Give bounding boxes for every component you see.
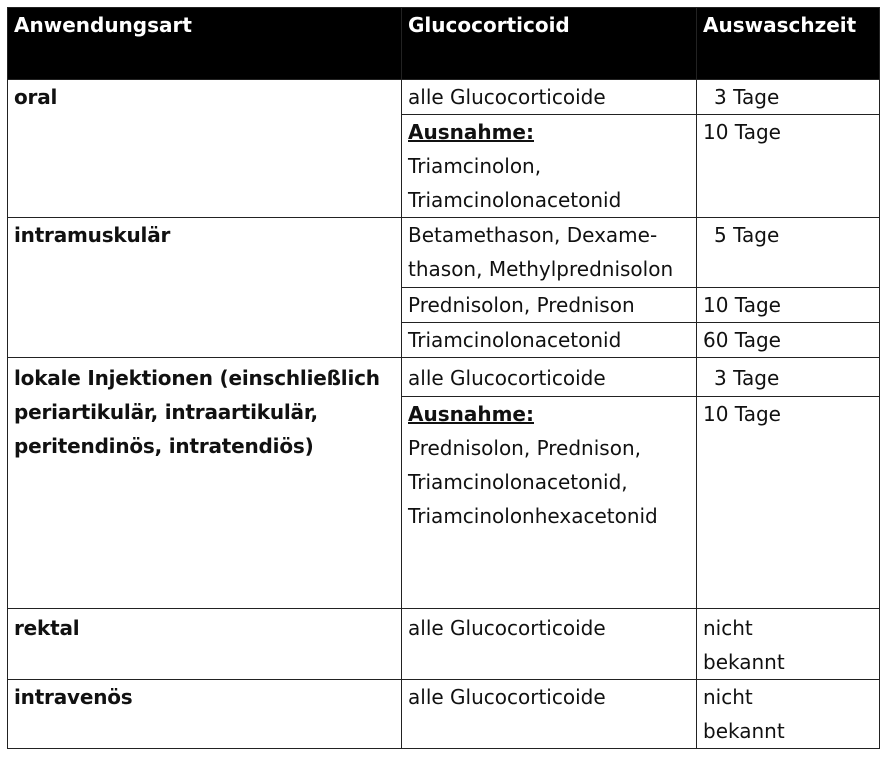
mode-local-injections	[8, 358, 402, 609]
drug-cell: alle Glucocorticoide	[402, 680, 697, 749]
drug-line: Triamcinolonhexacetonid	[408, 504, 658, 528]
washout-cell: 60 Tage	[697, 323, 880, 358]
mode-oral: oral	[8, 80, 402, 218]
washout-cell	[697, 680, 880, 749]
drug-cell: alle Glucocorticoide	[402, 80, 697, 115]
header-glucocorticoid: Glucocorticoid	[402, 8, 697, 80]
table-row	[8, 609, 880, 680]
drug-line: Triamcinolonacetonid	[408, 188, 622, 212]
drug-cell: alle Glucocorticoide	[402, 358, 697, 397]
table-row	[8, 358, 880, 397]
drug-cell	[402, 218, 697, 288]
drug-cell: Prednisolon, Prednison	[402, 288, 697, 323]
mode-line: lokale Injektionen (einschließlich	[14, 366, 380, 390]
mode-line: peritendinös, intratendiös)	[14, 434, 314, 458]
drug-line: Betamethason, Dexame-	[408, 223, 658, 247]
drug-cell: alle Glucocorticoide	[402, 609, 697, 680]
washout-line: bekannt	[703, 650, 785, 674]
table-row	[8, 80, 880, 115]
washout-line: nicht	[703, 616, 753, 640]
washout-cell: 10 Tage	[697, 115, 880, 218]
exception-label: Ausnahme:	[408, 120, 534, 144]
drug-cell	[402, 397, 697, 609]
exception-label: Ausnahme:	[408, 402, 534, 426]
washout-table	[7, 7, 880, 749]
mode-line: periartikulär, intraartikulär,	[14, 400, 318, 424]
header-washout-time: Auswaschzeit	[697, 8, 880, 80]
drug-line: Triamcinolon,	[408, 154, 542, 178]
drug-line: Prednisolon, Prednison,	[408, 436, 641, 460]
drug-cell	[402, 115, 697, 218]
mode-intramuscular: intramuskulär	[8, 218, 402, 358]
mode-intravenous: intravenös	[8, 680, 402, 749]
washout-line: bekannt	[703, 719, 785, 743]
washout-line: nicht	[703, 685, 753, 709]
drug-line: Triamcinolonacetonid,	[408, 470, 628, 494]
mode-rectal: rektal	[8, 609, 402, 680]
header-application-type: Anwendungsart	[8, 8, 402, 80]
table-row	[8, 218, 880, 288]
table-row	[8, 680, 880, 749]
washout-cell: 3 Tage	[697, 80, 880, 115]
header-row	[8, 8, 880, 80]
washout-cell: 10 Tage	[697, 397, 880, 609]
washout-cell	[697, 609, 880, 680]
washout-cell: 5 Tage	[697, 218, 880, 288]
drug-cell: Triamcinolonacetonid	[402, 323, 697, 358]
washout-cell: 3 Tage	[697, 358, 880, 397]
drug-line: thason, Methylprednisolon	[408, 257, 674, 281]
washout-cell: 10 Tage	[697, 288, 880, 323]
